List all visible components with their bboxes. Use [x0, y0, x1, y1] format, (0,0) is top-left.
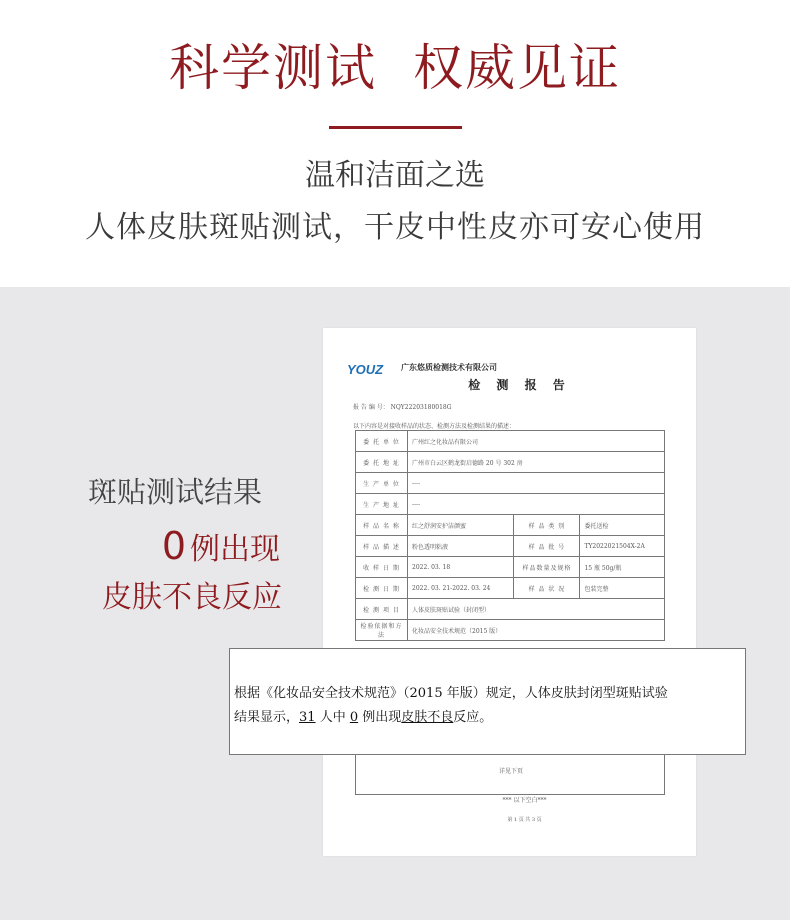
table-row: [356, 620, 665, 641]
callout-cases: 0: [349, 710, 359, 725]
table-value: 包装完整: [580, 578, 665, 599]
table-row: [356, 578, 665, 599]
callout-text: 反应。: [453, 710, 493, 725]
table-key: 检 测 项 目: [356, 599, 408, 620]
report-title: 检 测 报 告: [468, 378, 571, 392]
callout-line-1: 根据《化妆品安全技术规范》（2015 年版）规定，人体皮肤封闭型斑贴试验: [234, 686, 668, 701]
table-key: 样 品 类 别: [514, 515, 580, 536]
table-row: [356, 473, 665, 494]
table-key: 样品数量及规格: [514, 557, 580, 578]
callout-participants: 31: [299, 710, 316, 725]
table-value: 2022. 03. 21-2022. 03. 24: [408, 578, 514, 599]
table-value: 委托送检: [580, 515, 665, 536]
table-key: 生 产 地 址: [356, 494, 408, 515]
table-value: 15 瓶 50g/瓶: [580, 557, 665, 578]
subtitle-1: 温和洁面之选: [305, 158, 485, 193]
table-value: ----: [408, 494, 665, 515]
subtitle-2: 人体皮肤斑贴测试，干皮中性皮亦可安心使用: [85, 210, 705, 245]
callout-adverse: 皮肤不良: [401, 710, 454, 725]
report-lower-box: [355, 748, 665, 795]
table-value: 2022. 03. 18: [408, 557, 514, 578]
headline-left: 科学测试: [169, 39, 377, 97]
table-row: [356, 452, 665, 473]
result-title: 斑贴测试结果: [88, 475, 263, 509]
report-see-next: 详见下页: [498, 768, 523, 775]
table-row: [356, 515, 665, 536]
report-page-number: 第 1 页 共 3 页: [507, 817, 542, 823]
table-value: 广州红之化妆品有限公司: [408, 431, 665, 452]
table-value: 红之舒润安护洁颜蜜: [408, 515, 514, 536]
table-value: ----: [408, 473, 665, 494]
table-key: 收 样 日 期: [356, 557, 408, 578]
callout-text: 例出现: [358, 710, 402, 725]
table-row: [356, 536, 665, 557]
report-intro: 以下内容是对接收样品的状态、检测方法及检测结果的描述：: [353, 423, 516, 430]
table-key: 生 产 单 位: [356, 473, 408, 494]
report-document: [323, 328, 696, 856]
table-row: [356, 599, 665, 620]
table-row: [356, 494, 665, 515]
table-key: 检 测 日 期: [356, 578, 408, 599]
table-value: 粉色透明粘液: [408, 536, 514, 557]
table-key: 样 品 批 号: [514, 536, 580, 557]
table-key: 样 品 状 况: [514, 578, 580, 599]
table-value: 化妆品安全技术规范（2015 版）: [408, 620, 665, 641]
divider-line: [329, 126, 462, 129]
callout-text: 结果显示，: [234, 710, 300, 725]
callout-box: [229, 648, 746, 755]
table-key: 委 托 地 址: [356, 452, 408, 473]
table-value: 人体皮肤斑贴试验（封闭型）: [408, 599, 665, 620]
report-company: 广东悠质检测技术有限公司: [401, 362, 497, 372]
report-blank-note: *** 以下空白***: [502, 797, 547, 804]
result-count: [0, 524, 280, 568]
result-count-number: 0: [161, 524, 186, 568]
headline-right: 权威见证: [413, 39, 621, 97]
report-number: 报 告 编 号： NQY22203180018G: [353, 404, 452, 411]
report-table: [355, 430, 665, 641]
result-count-suffix: 例出现: [190, 532, 280, 567]
table-key: 委 托 单 位: [356, 431, 408, 452]
table-value: TY2022021504X-2A: [580, 536, 665, 557]
table-key: 检验依据和方法: [356, 620, 408, 641]
callout-text: 人中: [315, 710, 350, 725]
callout-line-2: [234, 706, 746, 730]
table-row: [356, 557, 665, 578]
table-row: [356, 431, 665, 452]
table-key: 样 品 名 称: [356, 515, 408, 536]
headline: [0, 28, 790, 100]
report-logo: YOUZ: [347, 362, 384, 377]
table-key: 样 品 描 述: [356, 536, 408, 557]
top-section: [0, 0, 790, 287]
table-value: 广州市白云区鹤龙街启德路 20 号 302 房: [408, 452, 665, 473]
result-reaction: 皮肤不良反应: [102, 580, 282, 615]
